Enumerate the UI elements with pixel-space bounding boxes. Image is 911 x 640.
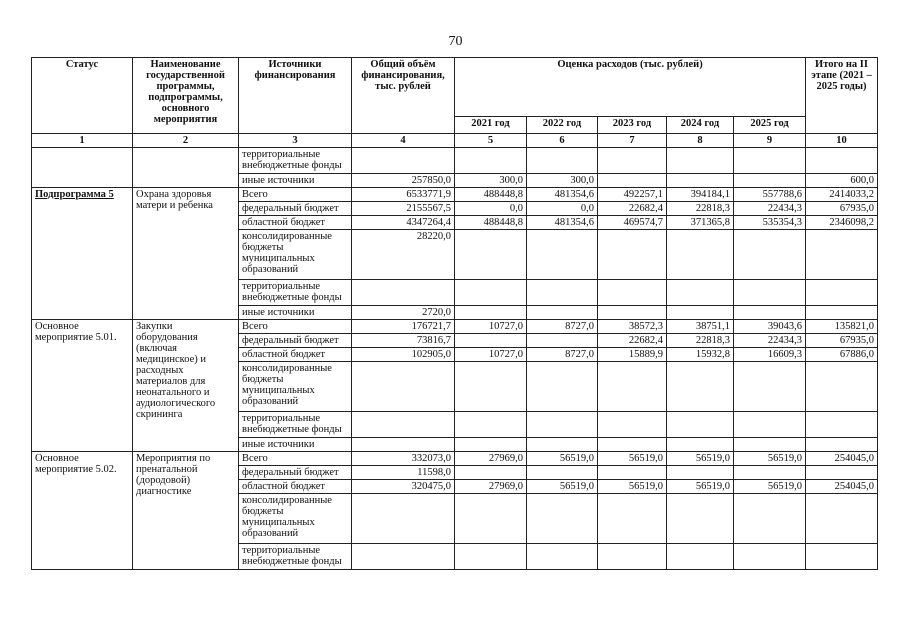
year-value-cell: [455, 362, 527, 412]
total-volume-cell: 320475,0: [352, 480, 455, 494]
header-program-name: Наименование государственной программы, подпрограммы, основного мероприятия: [133, 58, 239, 134]
year-value-cell: [598, 280, 667, 306]
funding-source-cell: консолидированные бюджеты муниципальных образований: [239, 362, 352, 412]
funding-source-cell: иные источники: [239, 306, 352, 320]
header-estimate: Оценка расходов (тыс. рублей): [455, 58, 806, 117]
year-value-cell: [455, 280, 527, 306]
year-value-cell: [667, 280, 734, 306]
status-cell: Основное мероприятие 5.02.: [32, 452, 133, 570]
year-value-cell: 38751,1: [667, 320, 734, 334]
year-value-cell: [527, 466, 598, 480]
column-number: 5: [455, 134, 527, 148]
stage-total-cell: 254045,0: [806, 480, 878, 494]
year-value-cell: [667, 544, 734, 570]
total-volume-cell: 102905,0: [352, 348, 455, 362]
stage-total-cell: 135821,0: [806, 320, 878, 334]
table-row: [32, 188, 878, 202]
column-number: 1: [32, 134, 133, 148]
stage-total-cell: [806, 466, 878, 480]
total-volume-cell: [352, 362, 455, 412]
year-value-cell: 56519,0: [598, 480, 667, 494]
year-value-cell: [455, 494, 527, 544]
year-value-cell: [598, 438, 667, 452]
year-value-cell: [527, 230, 598, 280]
column-number: 6: [527, 134, 598, 148]
column-number: 2: [133, 134, 239, 148]
year-value-cell: [667, 306, 734, 320]
stage-total-cell: 67935,0: [806, 202, 878, 216]
funding-source-cell: областной бюджет: [239, 348, 352, 362]
year-value-cell: [734, 280, 806, 306]
year-value-cell: [598, 466, 667, 480]
total-volume-cell: [352, 544, 455, 570]
year-value-cell: [734, 494, 806, 544]
year-value-cell: [598, 362, 667, 412]
year-value-cell: [455, 412, 527, 438]
funding-source-cell: Всего: [239, 320, 352, 334]
status-cell: [32, 148, 133, 188]
total-volume-cell: 28220,0: [352, 230, 455, 280]
funding-source-cell: Всего: [239, 452, 352, 466]
year-value-cell: [734, 438, 806, 452]
total-volume-cell: 73816,7: [352, 334, 455, 348]
year-value-cell: 22434,3: [734, 334, 806, 348]
stage-total-cell: 2414033,2: [806, 188, 878, 202]
funding-source-cell: территориальные внебюджетные фонды: [239, 412, 352, 438]
year-value-cell: [667, 494, 734, 544]
header-year: 2023 год: [598, 117, 667, 134]
funding-source-cell: территориальные внебюджетные фонды: [239, 280, 352, 306]
year-value-cell: 0,0: [527, 202, 598, 216]
year-value-cell: 371365,8: [667, 216, 734, 230]
funding-source-cell: Всего: [239, 188, 352, 202]
total-volume-cell: 332073,0: [352, 452, 455, 466]
stage-total-cell: [806, 362, 878, 412]
year-value-cell: 488448,8: [455, 216, 527, 230]
year-value-cell: 56519,0: [667, 480, 734, 494]
stage-total-cell: [806, 306, 878, 320]
year-value-cell: 56519,0: [527, 480, 598, 494]
header-total-volume: Общий объём финансирования, тыс. рублей: [352, 58, 455, 134]
year-value-cell: 8727,0: [527, 348, 598, 362]
total-volume-cell: 4347264,4: [352, 216, 455, 230]
year-value-cell: 0,0: [455, 202, 527, 216]
year-value-cell: [455, 438, 527, 452]
column-number: 9: [734, 134, 806, 148]
total-volume-cell: 176721,7: [352, 320, 455, 334]
year-value-cell: 56519,0: [667, 452, 734, 466]
year-value-cell: 394184,1: [667, 188, 734, 202]
stage-total-cell: 67886,0: [806, 348, 878, 362]
funding-source-cell: консолидированные бюджеты муниципальных образований: [239, 230, 352, 280]
header-sources: Источники финансирования: [239, 58, 352, 134]
year-value-cell: [667, 438, 734, 452]
year-value-cell: [455, 544, 527, 570]
total-volume-cell: 6533771,9: [352, 188, 455, 202]
stage-total-cell: 67935,0: [806, 334, 878, 348]
year-value-cell: 469574,7: [598, 216, 667, 230]
year-value-cell: [734, 544, 806, 570]
year-value-cell: [598, 306, 667, 320]
table-body: [32, 148, 878, 570]
year-value-cell: [734, 412, 806, 438]
year-value-cell: 492257,1: [598, 188, 667, 202]
stage-total-cell: [806, 148, 878, 174]
year-value-cell: [667, 230, 734, 280]
year-value-cell: [667, 174, 734, 188]
year-value-cell: [455, 230, 527, 280]
year-value-cell: [734, 230, 806, 280]
table-row: [32, 320, 878, 334]
funding-source-cell: федеральный бюджет: [239, 466, 352, 480]
year-value-cell: [734, 362, 806, 412]
year-value-cell: 15932,8: [667, 348, 734, 362]
total-volume-cell: 257850,0: [352, 174, 455, 188]
table-row: [32, 148, 878, 174]
year-value-cell: 300,0: [527, 174, 598, 188]
year-value-cell: [527, 306, 598, 320]
column-number: 3: [239, 134, 352, 148]
year-value-cell: 39043,6: [734, 320, 806, 334]
funding-source-cell: областной бюджет: [239, 480, 352, 494]
year-value-cell: [455, 306, 527, 320]
year-value-cell: 22434,3: [734, 202, 806, 216]
year-value-cell: 300,0: [455, 174, 527, 188]
header-year: 2022 год: [527, 117, 598, 134]
year-value-cell: [734, 148, 806, 174]
stage-total-cell: [806, 494, 878, 544]
year-value-cell: 27969,0: [455, 452, 527, 466]
stage-total-cell: [806, 438, 878, 452]
year-value-cell: 481354,6: [527, 188, 598, 202]
year-value-cell: 56519,0: [734, 480, 806, 494]
year-value-cell: [455, 334, 527, 348]
year-value-cell: [667, 412, 734, 438]
year-value-cell: [734, 174, 806, 188]
year-value-cell: [527, 438, 598, 452]
funding-source-cell: федеральный бюджет: [239, 334, 352, 348]
year-value-cell: [455, 466, 527, 480]
header-year: 2024 год: [667, 117, 734, 134]
total-volume-cell: [352, 438, 455, 452]
year-value-cell: [598, 174, 667, 188]
year-value-cell: [598, 494, 667, 544]
total-volume-cell: 11598,0: [352, 466, 455, 480]
year-value-cell: [527, 544, 598, 570]
funding-source-cell: территориальные внебюджетные фонды: [239, 148, 352, 174]
year-value-cell: 27969,0: [455, 480, 527, 494]
year-value-cell: [527, 494, 598, 544]
total-volume-cell: 2720,0: [352, 306, 455, 320]
year-value-cell: 56519,0: [734, 452, 806, 466]
year-value-cell: [667, 148, 734, 174]
column-number: 8: [667, 134, 734, 148]
year-value-cell: 10727,0: [455, 320, 527, 334]
year-value-cell: 22682,4: [598, 334, 667, 348]
year-value-cell: [527, 148, 598, 174]
column-number: 7: [598, 134, 667, 148]
status-cell: Основное мероприятие 5.01.: [32, 320, 133, 452]
total-volume-cell: [352, 494, 455, 544]
year-value-cell: [667, 466, 734, 480]
year-value-cell: [598, 412, 667, 438]
year-value-cell: [667, 362, 734, 412]
year-value-cell: 56519,0: [598, 452, 667, 466]
year-value-cell: [598, 230, 667, 280]
program-name-cell: Охрана здоровья матери и ребенка: [133, 188, 239, 320]
program-name-cell: [133, 148, 239, 188]
year-value-cell: 22818,3: [667, 334, 734, 348]
status-cell: Подпрограмма 5: [32, 188, 133, 320]
column-number: 10: [806, 134, 878, 148]
year-value-cell: 557788,6: [734, 188, 806, 202]
year-value-cell: 38572,3: [598, 320, 667, 334]
page-number: 70: [448, 34, 463, 49]
stage-total-cell: [806, 280, 878, 306]
table-row: [32, 452, 878, 466]
funding-source-cell: иные источники: [239, 174, 352, 188]
funding-source-cell: областной бюджет: [239, 216, 352, 230]
header-stage-total: Итого на II этапе (2021 – 2025 годы): [806, 58, 878, 134]
year-value-cell: 8727,0: [527, 320, 598, 334]
year-value-cell: 56519,0: [527, 452, 598, 466]
header-year: 2021 год: [455, 117, 527, 134]
stage-total-cell: [806, 544, 878, 570]
total-volume-cell: [352, 412, 455, 438]
funding-source-cell: консолидированные бюджеты муниципальных образований: [239, 494, 352, 544]
stage-total-cell: 254045,0: [806, 452, 878, 466]
stage-total-cell: [806, 412, 878, 438]
stage-total-cell: [806, 230, 878, 280]
year-value-cell: [598, 544, 667, 570]
budget-table: [31, 57, 878, 570]
total-volume-cell: [352, 148, 455, 174]
program-name-cell: Закупки оборудования (включая медицинское) и расходных материалов для неонатального и аудиологического скрининга: [133, 320, 239, 452]
year-value-cell: 16609,3: [734, 348, 806, 362]
year-value-cell: [527, 412, 598, 438]
program-name-cell: Мероприятия по пренатальной (дородовой) диагностике: [133, 452, 239, 570]
total-volume-cell: [352, 280, 455, 306]
year-value-cell: 535354,3: [734, 216, 806, 230]
year-value-cell: [527, 334, 598, 348]
total-volume-cell: 2155567,5: [352, 202, 455, 216]
column-number-row: [32, 134, 878, 148]
year-value-cell: [734, 306, 806, 320]
year-value-cell: [598, 148, 667, 174]
year-value-cell: 22818,3: [667, 202, 734, 216]
table-header: [32, 58, 878, 148]
column-number: 4: [352, 134, 455, 148]
year-value-cell: 15889,9: [598, 348, 667, 362]
year-value-cell: [527, 280, 598, 306]
funding-source-cell: иные источники: [239, 438, 352, 452]
year-value-cell: 22682,4: [598, 202, 667, 216]
year-value-cell: 481354,6: [527, 216, 598, 230]
funding-source-cell: территориальные внебюджетные фонды: [239, 544, 352, 570]
funding-source-cell: федеральный бюджет: [239, 202, 352, 216]
year-value-cell: [734, 466, 806, 480]
stage-total-cell: 2346098,2: [806, 216, 878, 230]
header-year: 2025 год: [734, 117, 806, 134]
year-value-cell: 488448,8: [455, 188, 527, 202]
year-value-cell: [527, 362, 598, 412]
year-value-cell: [455, 148, 527, 174]
stage-total-cell: 600,0: [806, 174, 878, 188]
header-status: Статус: [32, 58, 133, 134]
year-value-cell: 10727,0: [455, 348, 527, 362]
